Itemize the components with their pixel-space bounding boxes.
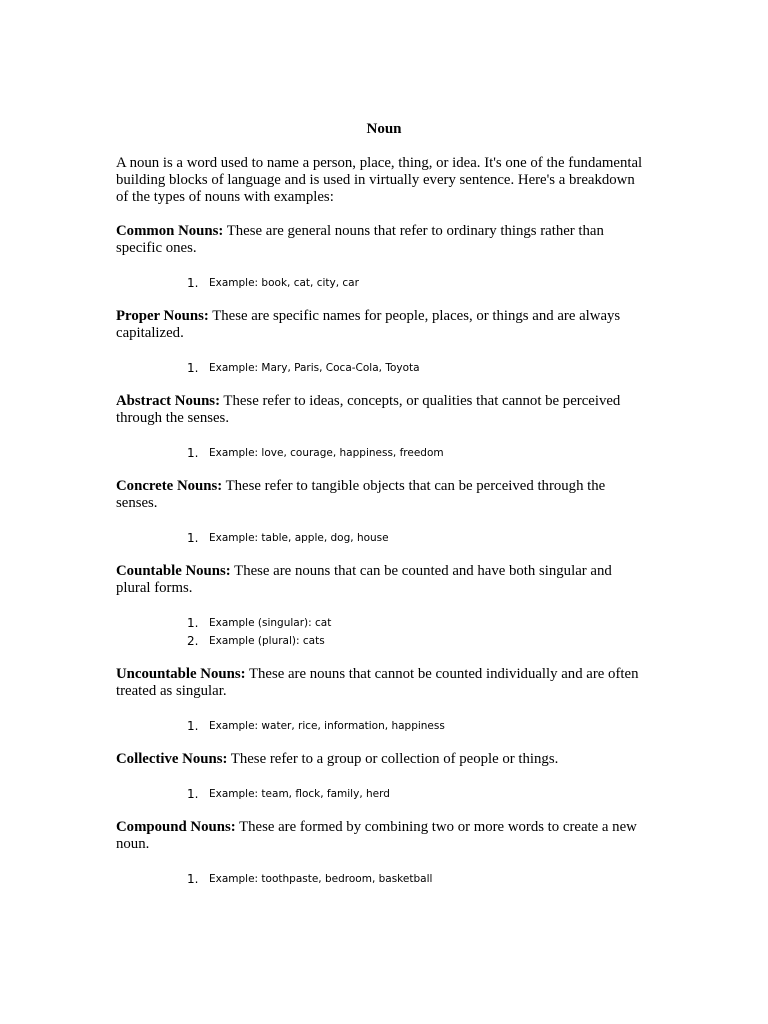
example-text: Example: table, apple, dog, house: [209, 532, 389, 544]
example-item: [116, 444, 646, 462]
section-description: These are general nouns that refer to ordinary things rather than specific ones.: [116, 223, 604, 256]
section-description: These are specific names for people, places, or things and are always capitalized.: [116, 308, 621, 341]
example-text: Example: water, rice, information, happiness: [209, 720, 445, 732]
list-number: 1.: [187, 361, 199, 375]
section-compound-nouns: [116, 819, 646, 888]
example-text: Example: love, courage, happiness, freedom: [209, 447, 444, 459]
example-text: Example: toothpaste, bedroom, basketball: [209, 873, 433, 885]
list-number: 1.: [187, 276, 199, 290]
list-number: 1.: [187, 719, 199, 733]
section-paragraph: [116, 563, 646, 597]
list-number: 1.: [187, 787, 199, 801]
section-concrete-nouns: [116, 478, 646, 547]
section-paragraph: [116, 393, 646, 427]
section-description: These refer to ideas, concepts, or qualities that cannot be perceived through the senses.: [116, 393, 621, 426]
section-description: These refer to tangible objects that can be perceived through the senses.: [116, 478, 606, 511]
section-abstract-nouns: [116, 393, 646, 462]
example-list: [116, 529, 646, 547]
example-list: [116, 444, 646, 462]
section-collective-nouns: [116, 751, 646, 803]
example-list: [116, 717, 646, 735]
section-term: Abstract Nouns:: [116, 393, 220, 409]
section-countable-nouns: [116, 563, 646, 650]
section-common-nouns: [116, 223, 646, 292]
section-uncountable-nouns: [116, 666, 646, 735]
section-term: Countable Nouns:: [116, 563, 231, 579]
section-description: These are formed by combining two or more words to create a new noun.: [116, 819, 637, 852]
example-item: [116, 717, 646, 735]
example-item: [116, 274, 646, 292]
section-paragraph: [116, 308, 646, 342]
page-title: Noun: [366, 121, 402, 137]
example-list: [116, 870, 646, 888]
section-term: Concrete Nouns:: [116, 478, 223, 494]
example-text: Example: book, cat, city, car: [209, 277, 359, 289]
example-item: [116, 785, 646, 803]
section-proper-nouns: [116, 308, 646, 377]
example-item: [116, 614, 646, 632]
section-paragraph: [116, 666, 646, 700]
list-number: 2.: [187, 634, 199, 648]
example-item: [116, 632, 646, 650]
list-number: 1.: [187, 446, 199, 460]
section-term: Compound Nouns:: [116, 819, 236, 835]
example-item: [116, 870, 646, 888]
example-item: [116, 529, 646, 547]
section-term: Collective Nouns:: [116, 751, 228, 767]
example-list: [116, 614, 646, 650]
example-item: [116, 359, 646, 377]
example-text: Example: Mary, Paris, Coca-Cola, Toyota: [209, 362, 420, 374]
example-list: [116, 359, 646, 377]
section-description: These are nouns that cannot be counted individually and are often treated as singular.: [116, 666, 639, 699]
document-body: [116, 155, 646, 904]
section-paragraph: [116, 478, 646, 512]
section-paragraph: [116, 819, 646, 853]
section-description: These refer to a group or collection of people or things.: [227, 751, 559, 767]
section-paragraph: [116, 223, 646, 257]
example-text: Example (plural): cats: [209, 635, 325, 647]
section-description: These are nouns that can be counted and have both singular and plural forms.: [116, 563, 612, 596]
list-number: 1.: [187, 872, 199, 886]
example-text: Example: team, flock, family, herd: [209, 788, 390, 800]
example-list: [116, 274, 646, 292]
example-text: Example (singular): cat: [209, 617, 332, 629]
intro-paragraph: A noun is a word used to name a person, place, thing, or idea. It's one of the fundamental building blocks of language and is used in virtually every sentence. Here's a breakdown of the types of nouns with examples:: [116, 155, 643, 205]
example-list: [116, 785, 646, 803]
list-number: 1.: [187, 531, 199, 545]
section-term: Uncountable Nouns:: [116, 666, 246, 682]
list-number: 1.: [187, 616, 199, 630]
section-term: Proper Nouns:: [116, 308, 209, 324]
section-term: Common Nouns:: [116, 223, 224, 239]
section-paragraph: [116, 751, 646, 768]
